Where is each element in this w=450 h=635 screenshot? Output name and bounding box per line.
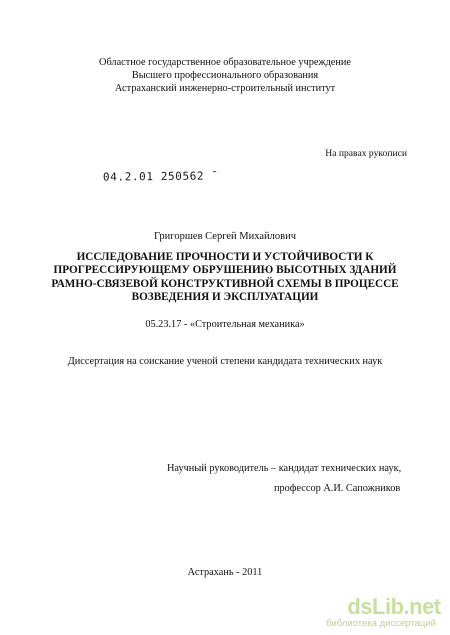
- dissertation-title: [0, 251, 450, 304]
- manuscript-rights-note: На правах рукописи: [325, 148, 407, 159]
- institution-line-2: Высшего профессионального образования: [131, 70, 319, 81]
- title-line-3: РАМНО-СВЯЗЕВОЙ КОНСТРУКТИВНОЙ СХЕМЫ В ПРОЦЕССЕ: [51, 277, 399, 290]
- dissertation-type: Диссертация на соискание ученой степени кандидата технических наук: [67, 356, 383, 367]
- title-line-1: ИССЛЕДОВАНИЕ ПРОЧНОСТИ И УСТОЙЧИВОСТИ К: [76, 251, 374, 263]
- author-name: Григоршев Сергей Михайлович: [154, 231, 296, 242]
- institution-header: [0, 56, 450, 95]
- supervisor-role: Научный руководитель – кандидат технических наук,: [167, 463, 402, 474]
- supervisor-name: профессор А.И. Сапожников: [274, 483, 401, 494]
- dslib-tagline: библиотека диссертаций: [326, 618, 436, 629]
- title-line-2: ПРОГРЕССИРУЮЩЕМУ ОБРУШЕНИЮ ВЫСОТНЫХ ЗДАНИЙ: [53, 264, 397, 277]
- title-line-4: ВОЗВЕДЕНИЯ И ЭКСПЛУАТАЦИИ: [131, 290, 319, 303]
- registration-stamp: 04.2.01 250562 ¯: [102, 169, 219, 184]
- dslib-logo[interactable]: dsLib.net: [347, 594, 441, 619]
- city-year: Астрахань - 2011: [187, 567, 263, 578]
- specialty-code: 05.23.17 - «Строительная механика»: [145, 319, 305, 330]
- institution-line-3: Астраханский инженерно-строительный институт: [114, 83, 336, 94]
- institution-line-1: Областное государственное образовательное учреждение: [99, 57, 351, 68]
- dslib-watermark[interactable]: [326, 594, 442, 629]
